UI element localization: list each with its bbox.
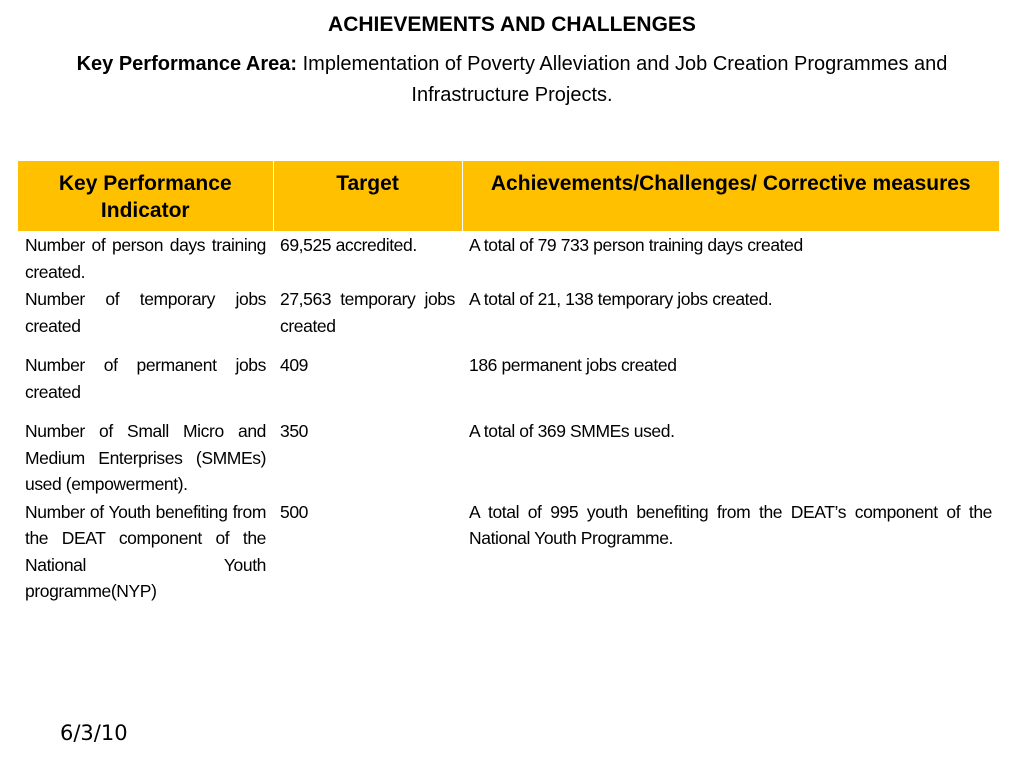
kpa-text: Implementation of Poverty Alleviation and Job Creation Programmes and Infrastructure Projects. — [297, 53, 948, 106]
cell-target: 500 — [280, 501, 308, 522]
table-header-row — [18, 161, 999, 231]
cell-kpi: Number of Youth benefiting from the DEAT component of the National Youth programme(NYP) — [25, 501, 266, 601]
cell-target: 409 — [280, 355, 308, 375]
cell-achievements: A total of 995 youth benefiting from the DEAT’s component of the National Youth Programme. — [469, 501, 992, 548]
cell-target: 69,525 accredited. — [280, 235, 417, 255]
header-target: Target — [273, 161, 462, 231]
cell-kpi: Number of permanent jobs created — [25, 355, 266, 402]
kpa-label: Key Performance Area: — [76, 53, 298, 75]
cell-kpi: Number of Small Micro and Medium Enterprises (SMMEs) used (empowerment). — [25, 421, 266, 494]
slide-title: ACHIEVEMENTS AND CHALLENGES — [328, 13, 696, 36]
kpi-table — [18, 161, 999, 605]
header-achievements: Achievements/Challenges/ Corrective measures — [462, 161, 999, 231]
cell-achievements: 186 permanent jobs created — [469, 355, 677, 375]
key-performance-area — [20, 49, 1004, 111]
table-row — [18, 351, 999, 417]
slide-date: 6/3/10 — [60, 721, 128, 745]
cell-kpi: Number of temporary jobs created — [25, 289, 266, 336]
table-row — [18, 417, 999, 498]
cell-kpi: Number of person days training created. — [25, 235, 266, 282]
table-row — [18, 498, 999, 605]
cell-achievements: A total of 79 733 person training days created — [469, 235, 803, 255]
cell-achievements: A total of 369 SMMEs used. — [469, 421, 675, 441]
cell-achievements: A total of 21, 138 temporary jobs created. — [469, 289, 773, 309]
table-row — [18, 285, 999, 351]
cell-target: 350 — [280, 421, 308, 441]
header-kpi: Key Performance Indicator — [18, 161, 273, 231]
table-row — [18, 231, 999, 285]
cell-target: 27,563 temporary jobs created — [280, 289, 455, 336]
